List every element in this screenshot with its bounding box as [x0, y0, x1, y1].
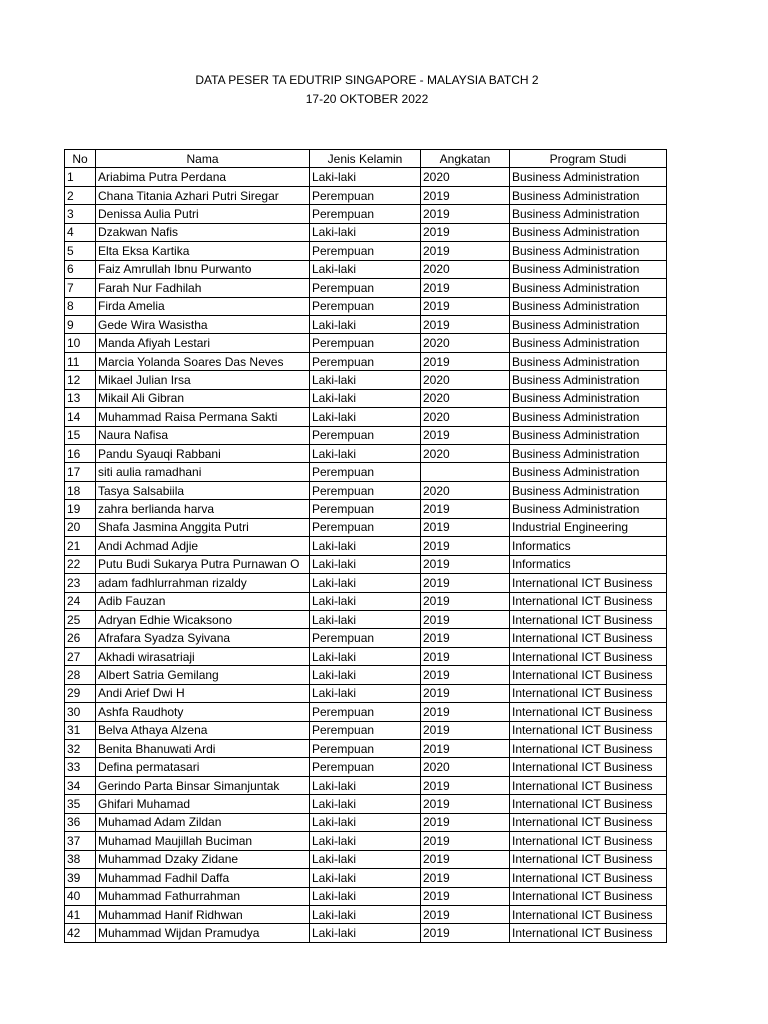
- table-row: [65, 518, 667, 536]
- table-row: [65, 850, 667, 868]
- cell-jenis-kelamin: Perempuan: [310, 758, 421, 776]
- cell-jenis-kelamin: Perempuan: [310, 334, 421, 352]
- cell-no: 35: [65, 795, 96, 813]
- table-row: [65, 592, 667, 610]
- cell-angkatan: 2020: [421, 334, 510, 352]
- cell-program-studi: International ICT Business: [510, 850, 667, 868]
- cell-no: 8: [65, 297, 96, 315]
- cell-nama: Albert Satria Gemilang: [96, 666, 310, 684]
- cell-program-studi: International ICT Business: [510, 592, 667, 610]
- cell-no: 16: [65, 445, 96, 463]
- cell-program-studi: Business Administration: [510, 371, 667, 389]
- cell-no: 38: [65, 850, 96, 868]
- cell-angkatan: 2019: [421, 740, 510, 758]
- cell-nama: Pandu Syauqi Rabbani: [96, 445, 310, 463]
- table-row: [65, 647, 667, 665]
- cell-program-studi: International ICT Business: [510, 721, 667, 739]
- cell-no: 37: [65, 832, 96, 850]
- cell-angkatan: 2019: [421, 592, 510, 610]
- cell-nama: Denissa Aulia Putri: [96, 205, 310, 223]
- cell-nama: Tasya Salsabiila: [96, 481, 310, 499]
- cell-nama: Mikail Ali Gibran: [96, 389, 310, 407]
- cell-program-studi: International ICT Business: [510, 795, 667, 813]
- cell-program-studi: Business Administration: [510, 168, 667, 186]
- cell-no: 11: [65, 352, 96, 370]
- cell-no: 26: [65, 629, 96, 647]
- cell-angkatan: 2019: [421, 223, 510, 241]
- cell-jenis-kelamin: Laki-laki: [310, 684, 421, 702]
- cell-angkatan: 2020: [421, 260, 510, 278]
- cell-no: 21: [65, 537, 96, 555]
- cell-angkatan: 2019: [421, 795, 510, 813]
- cell-nama: Manda Afiyah Lestari: [96, 334, 310, 352]
- cell-nama: Andi Arief Dwi H: [96, 684, 310, 702]
- cell-angkatan: 2019: [421, 555, 510, 573]
- cell-program-studi: Business Administration: [510, 260, 667, 278]
- cell-program-studi: International ICT Business: [510, 647, 667, 665]
- cell-program-studi: Industrial Engineering: [510, 518, 667, 536]
- cell-jenis-kelamin: Laki-laki: [310, 260, 421, 278]
- cell-jenis-kelamin: Laki-laki: [310, 537, 421, 555]
- cell-jenis-kelamin: Laki-laki: [310, 555, 421, 573]
- cell-program-studi: Business Administration: [510, 334, 667, 352]
- cell-no: 9: [65, 315, 96, 333]
- table-header: [65, 150, 667, 168]
- cell-jenis-kelamin: Laki-laki: [310, 887, 421, 905]
- cell-jenis-kelamin: Perempuan: [310, 426, 421, 444]
- cell-angkatan: 2020: [421, 408, 510, 426]
- cell-program-studi: International ICT Business: [510, 684, 667, 702]
- table-row: [65, 684, 667, 702]
- cell-program-studi: Informatics: [510, 537, 667, 555]
- cell-angkatan: 2020: [421, 481, 510, 499]
- cell-nama: Chana Titania Azhari Putri Siregar: [96, 186, 310, 204]
- cell-program-studi: Business Administration: [510, 223, 667, 241]
- cell-jenis-kelamin: Perempuan: [310, 352, 421, 370]
- table-row: [65, 279, 667, 297]
- cell-jenis-kelamin: Laki-laki: [310, 371, 421, 389]
- cell-nama: Muhammad Dzaky Zidane: [96, 850, 310, 868]
- table-row: [65, 537, 667, 555]
- table-row: [65, 481, 667, 499]
- cell-no: 7: [65, 279, 96, 297]
- cell-jenis-kelamin: Laki-laki: [310, 223, 421, 241]
- cell-nama: Defina permatasari: [96, 758, 310, 776]
- cell-angkatan: 2019: [421, 684, 510, 702]
- cell-program-studi: Business Administration: [510, 242, 667, 260]
- cell-jenis-kelamin: Perempuan: [310, 703, 421, 721]
- cell-program-studi: International ICT Business: [510, 629, 667, 647]
- cell-nama: Muhammad Fathurrahman: [96, 887, 310, 905]
- cell-angkatan: 2019: [421, 574, 510, 592]
- cell-angkatan: 2019: [421, 813, 510, 831]
- cell-angkatan: 2019: [421, 279, 510, 297]
- cell-no: 29: [65, 684, 96, 702]
- cell-angkatan: 2019: [421, 887, 510, 905]
- cell-program-studi: Business Administration: [510, 445, 667, 463]
- cell-angkatan: 2019: [421, 703, 510, 721]
- cell-nama: Elta Eksa Kartika: [96, 242, 310, 260]
- table-row: [65, 610, 667, 628]
- cell-jenis-kelamin: Laki-laki: [310, 574, 421, 592]
- cell-no: 14: [65, 408, 96, 426]
- cell-no: 13: [65, 389, 96, 407]
- table-row: [65, 297, 667, 315]
- table-row: [65, 334, 667, 352]
- table-row: [65, 813, 667, 831]
- cell-no: 24: [65, 592, 96, 610]
- table-row: [65, 758, 667, 776]
- table-row: [65, 445, 667, 463]
- cell-program-studi: International ICT Business: [510, 758, 667, 776]
- cell-angkatan: 2019: [421, 869, 510, 887]
- cell-nama: Muhamad Adam Zildan: [96, 813, 310, 831]
- cell-nama: Muhammad Raisa Permana Sakti: [96, 408, 310, 426]
- table-row: [65, 463, 667, 481]
- table-row: [65, 555, 667, 573]
- cell-nama: Muhammad Fadhil Daffa: [96, 869, 310, 887]
- cell-nama: Afrafara Syadza Syivana: [96, 629, 310, 647]
- cell-no: 30: [65, 703, 96, 721]
- header-angkatan: Angkatan: [421, 150, 510, 168]
- cell-nama: Ghifari Muhamad: [96, 795, 310, 813]
- cell-nama: Muhammad Hanif Ridhwan: [96, 905, 310, 923]
- header-no: No: [65, 150, 96, 168]
- cell-angkatan: 2019: [421, 850, 510, 868]
- cell-program-studi: International ICT Business: [510, 610, 667, 628]
- cell-nama: Akhadi wirasatriaji: [96, 647, 310, 665]
- cell-no: 34: [65, 776, 96, 794]
- cell-no: 22: [65, 555, 96, 573]
- cell-nama: Gede Wira Wasistha: [96, 315, 310, 333]
- cell-jenis-kelamin: Laki-laki: [310, 315, 421, 333]
- table-row: [65, 315, 667, 333]
- cell-nama: Gerindo Parta Binsar Simanjuntak: [96, 776, 310, 794]
- cell-no: 28: [65, 666, 96, 684]
- cell-angkatan: 2019: [421, 205, 510, 223]
- cell-angkatan: 2019: [421, 518, 510, 536]
- cell-jenis-kelamin: Perempuan: [310, 279, 421, 297]
- cell-jenis-kelamin: Laki-laki: [310, 592, 421, 610]
- cell-nama: Mikael Julian Irsa: [96, 371, 310, 389]
- cell-nama: Dzakwan Nafis: [96, 223, 310, 241]
- cell-no: 42: [65, 924, 96, 942]
- cell-jenis-kelamin: Perempuan: [310, 297, 421, 315]
- cell-angkatan: 2020: [421, 371, 510, 389]
- header-row: [65, 150, 667, 168]
- cell-nama: Muhamad Maujillah Buciman: [96, 832, 310, 850]
- cell-angkatan: 2019: [421, 666, 510, 684]
- cell-angkatan: 2019: [421, 776, 510, 794]
- cell-program-studi: International ICT Business: [510, 666, 667, 684]
- cell-jenis-kelamin: Laki-laki: [310, 610, 421, 628]
- cell-angkatan: 2019: [421, 832, 510, 850]
- cell-angkatan: 2020: [421, 168, 510, 186]
- cell-jenis-kelamin: Laki-laki: [310, 445, 421, 463]
- cell-jenis-kelamin: Perempuan: [310, 481, 421, 499]
- table-row: [65, 832, 667, 850]
- cell-program-studi: Business Administration: [510, 426, 667, 444]
- cell-angkatan: 2020: [421, 758, 510, 776]
- cell-program-studi: International ICT Business: [510, 887, 667, 905]
- cell-nama: Ariabima Putra Perdana: [96, 168, 310, 186]
- participant-table: [64, 149, 667, 943]
- cell-angkatan: 2019: [421, 610, 510, 628]
- document-subtitle: 17-20 OKTOBER 2022: [305, 92, 429, 106]
- cell-no: 1: [65, 168, 96, 186]
- cell-angkatan: 2019: [421, 315, 510, 333]
- cell-no: 6: [65, 260, 96, 278]
- cell-program-studi: Business Administration: [510, 352, 667, 370]
- cell-no: 32: [65, 740, 96, 758]
- cell-angkatan: 2020: [421, 445, 510, 463]
- cell-jenis-kelamin: Perempuan: [310, 205, 421, 223]
- cell-program-studi: International ICT Business: [510, 869, 667, 887]
- cell-nama: Ashfa Raudhoty: [96, 703, 310, 721]
- cell-nama: Faiz Amrullah Ibnu Purwanto: [96, 260, 310, 278]
- cell-angkatan: 2019: [421, 537, 510, 555]
- cell-program-studi: Business Administration: [510, 389, 667, 407]
- cell-jenis-kelamin: Perempuan: [310, 629, 421, 647]
- table-row: [65, 260, 667, 278]
- cell-angkatan: 2019: [421, 647, 510, 665]
- table-row: [65, 924, 667, 942]
- cell-program-studi: International ICT Business: [510, 740, 667, 758]
- cell-jenis-kelamin: Perempuan: [310, 463, 421, 481]
- cell-no: 5: [65, 242, 96, 260]
- table-row: [65, 205, 667, 223]
- cell-nama: zahra berlianda harva: [96, 500, 310, 518]
- table-row: [65, 740, 667, 758]
- cell-no: 23: [65, 574, 96, 592]
- cell-no: 10: [65, 334, 96, 352]
- cell-program-studi: Business Administration: [510, 408, 667, 426]
- cell-jenis-kelamin: Laki-laki: [310, 795, 421, 813]
- table-row: [65, 776, 667, 794]
- cell-nama: Muhammad Wijdan Pramudya: [96, 924, 310, 942]
- cell-program-studi: Business Administration: [510, 205, 667, 223]
- cell-no: 18: [65, 481, 96, 499]
- cell-jenis-kelamin: Laki-laki: [310, 666, 421, 684]
- table-row: [65, 666, 667, 684]
- cell-angkatan: 2019: [421, 242, 510, 260]
- cell-angkatan: 2019: [421, 186, 510, 204]
- cell-no: 39: [65, 869, 96, 887]
- cell-jenis-kelamin: Laki-laki: [310, 832, 421, 850]
- cell-angkatan: 2019: [421, 629, 510, 647]
- cell-program-studi: Business Administration: [510, 297, 667, 315]
- cell-jenis-kelamin: Laki-laki: [310, 389, 421, 407]
- cell-nama: Farah Nur Fadhilah: [96, 279, 310, 297]
- cell-program-studi: International ICT Business: [510, 574, 667, 592]
- cell-angkatan: 2020: [421, 389, 510, 407]
- cell-angkatan: 2019: [421, 500, 510, 518]
- table-row: [65, 629, 667, 647]
- cell-nama: Naura Nafisa: [96, 426, 310, 444]
- table-row: [65, 905, 667, 923]
- cell-jenis-kelamin: Perempuan: [310, 186, 421, 204]
- cell-angkatan: [421, 463, 510, 481]
- cell-jenis-kelamin: Laki-laki: [310, 813, 421, 831]
- table-row: [65, 186, 667, 204]
- table-row: [65, 223, 667, 241]
- cell-no: 12: [65, 371, 96, 389]
- cell-no: 41: [65, 905, 96, 923]
- cell-angkatan: 2019: [421, 721, 510, 739]
- table-row: [65, 574, 667, 592]
- cell-nama: Marcia Yolanda Soares Das Neves: [96, 352, 310, 370]
- cell-no: 3: [65, 205, 96, 223]
- cell-program-studi: Business Administration: [510, 186, 667, 204]
- cell-jenis-kelamin: Perempuan: [310, 740, 421, 758]
- cell-program-studi: International ICT Business: [510, 813, 667, 831]
- cell-jenis-kelamin: Laki-laki: [310, 905, 421, 923]
- cell-no: 33: [65, 758, 96, 776]
- cell-program-studi: International ICT Business: [510, 703, 667, 721]
- table-row: [65, 168, 667, 186]
- cell-jenis-kelamin: Perempuan: [310, 500, 421, 518]
- cell-angkatan: 2019: [421, 352, 510, 370]
- cell-nama: Benita Bhanuwati Ardi: [96, 740, 310, 758]
- cell-program-studi: International ICT Business: [510, 776, 667, 794]
- cell-nama: Putu Budi Sukarya Putra Purnawan O: [96, 555, 310, 573]
- cell-program-studi: International ICT Business: [510, 924, 667, 942]
- cell-program-studi: Business Administration: [510, 481, 667, 499]
- cell-jenis-kelamin: Laki-laki: [310, 647, 421, 665]
- cell-no: 17: [65, 463, 96, 481]
- cell-jenis-kelamin: Laki-laki: [310, 869, 421, 887]
- cell-no: 25: [65, 610, 96, 628]
- table-row: [65, 389, 667, 407]
- cell-no: 19: [65, 500, 96, 518]
- cell-no: 31: [65, 721, 96, 739]
- cell-jenis-kelamin: Laki-laki: [310, 408, 421, 426]
- cell-nama: Firda Amelia: [96, 297, 310, 315]
- table-row: [65, 242, 667, 260]
- cell-jenis-kelamin: Perempuan: [310, 518, 421, 536]
- table-body: [65, 168, 667, 942]
- cell-no: 36: [65, 813, 96, 831]
- header-nama: Nama: [96, 150, 310, 168]
- cell-no: 20: [65, 518, 96, 536]
- cell-program-studi: Business Administration: [510, 315, 667, 333]
- cell-nama: adam fadhlurrahman rizaldy: [96, 574, 310, 592]
- cell-program-studi: International ICT Business: [510, 832, 667, 850]
- cell-angkatan: 2019: [421, 297, 510, 315]
- table-row: [65, 426, 667, 444]
- cell-program-studi: International ICT Business: [510, 905, 667, 923]
- table-row: [65, 500, 667, 518]
- cell-program-studi: Business Administration: [510, 279, 667, 297]
- header-jenis-kelamin: Jenis Kelamin: [310, 150, 421, 168]
- table-row: [65, 408, 667, 426]
- table-row: [65, 721, 667, 739]
- cell-program-studi: Informatics: [510, 555, 667, 573]
- cell-jenis-kelamin: Laki-laki: [310, 924, 421, 942]
- table-row: [65, 703, 667, 721]
- table-row: [65, 371, 667, 389]
- cell-angkatan: 2019: [421, 905, 510, 923]
- table-row: [65, 887, 667, 905]
- cell-nama: Andi Achmad Adjie: [96, 537, 310, 555]
- table-row: [65, 352, 667, 370]
- cell-angkatan: 2019: [421, 426, 510, 444]
- cell-nama: Belva Athaya Alzena: [96, 721, 310, 739]
- cell-no: 40: [65, 887, 96, 905]
- header-program-studi: Program Studi: [510, 150, 667, 168]
- cell-no: 4: [65, 223, 96, 241]
- cell-nama: Adib Fauzan: [96, 592, 310, 610]
- cell-jenis-kelamin: Laki-laki: [310, 776, 421, 794]
- cell-jenis-kelamin: Laki-laki: [310, 850, 421, 868]
- cell-jenis-kelamin: Perempuan: [310, 242, 421, 260]
- cell-program-studi: Business Administration: [510, 500, 667, 518]
- document-title: DATA PESER TA EDUTRIP SINGAPORE - MALAYSIA BATCH 2: [195, 73, 539, 87]
- cell-no: 2: [65, 186, 96, 204]
- cell-angkatan: 2019: [421, 924, 510, 942]
- table-row: [65, 795, 667, 813]
- cell-jenis-kelamin: Laki-laki: [310, 168, 421, 186]
- cell-program-studi: Business Administration: [510, 463, 667, 481]
- cell-no: 27: [65, 647, 96, 665]
- cell-jenis-kelamin: Perempuan: [310, 721, 421, 739]
- cell-nama: siti aulia ramadhani: [96, 463, 310, 481]
- cell-nama: Shafa Jasmina Anggita Putri: [96, 518, 310, 536]
- cell-nama: Adryan Edhie Wicaksono: [96, 610, 310, 628]
- table-row: [65, 869, 667, 887]
- cell-no: 15: [65, 426, 96, 444]
